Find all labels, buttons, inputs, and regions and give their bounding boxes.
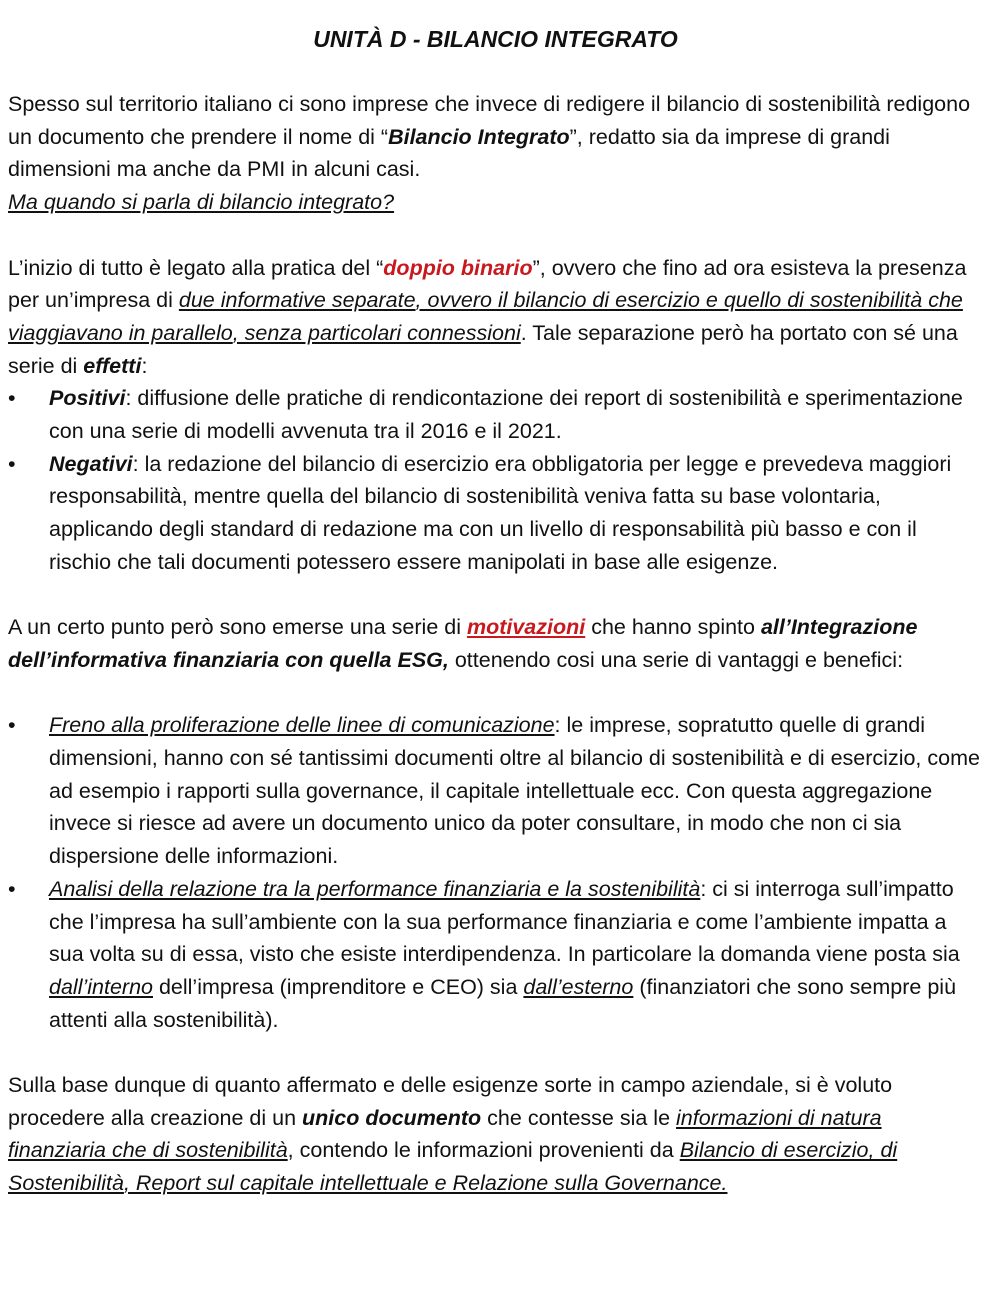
bilancio-integrato-term: Bilancio Integrato bbox=[388, 124, 570, 149]
effects-list bbox=[8, 382, 983, 578]
list-item: • Analisi della relazione tra la performance finanziaria e la sostenibilità: ci si interroga sull’impatto che l’impresa ha sull’ambiente con la sua performance finanziaria e come l’ambiente impatta a sua volta su di essa, visto che esiste interdipendenza. In particolare la domanda viene posta sia dall’interno dell’impresa (imprenditore e CEO) sia dall’esterno (finanziatori che sono sempre più attenti alla sostenibilità). bbox=[8, 873, 983, 1037]
list-item: • Positivi: diffusione delle pratiche di rendicontazione dei report di sostenibilità e sperimentazione con una serie di modelli avvenuta tra il 2016 e il 2021. bbox=[8, 382, 983, 447]
doppio-binario-term: doppio binario bbox=[383, 255, 533, 280]
bullet-icon: • bbox=[8, 713, 16, 738]
list-item: • Freno alla proliferazione delle linee di comunicazione: le imprese, sopratutto quelle di grandi dimensioni, hanno con sé tantissimi documenti oltre al bilancio di sostenibilità e di esercizio, come ad esempio i rapporti sulla governance, il capitale intellettuale ecc. Con questa aggregazione invece si riesce ad avere un documento unico da poter consultare, in modo che non ci sia dispersione delle informazioni. bbox=[8, 709, 983, 873]
bullet-icon: • bbox=[8, 386, 16, 411]
document-title: UNITÀ D - BILANCIO INTEGRATO bbox=[313, 26, 678, 52]
intro-paragraph: Spesso sul territorio italiano ci sono imprese che invece di redigere il bilancio di sostenibilità redigono un documento che prendere il nome di “Bilancio Integrato”, redatto sia da imprese di grandi dimensioni ma anche da PMI in alcuni casi. Ma quando si parla di bilancio integrato? bbox=[8, 92, 971, 215]
document-page bbox=[8, 0, 983, 1200]
intro-question: Ma quando si parla di bilancio integrato? bbox=[8, 190, 395, 215]
bullet-icon: • bbox=[8, 876, 16, 901]
bullet-icon: • bbox=[8, 451, 16, 476]
effetti-term: effetti bbox=[83, 353, 142, 378]
unico-documento-term: unico documento bbox=[302, 1105, 482, 1130]
motivazioni-paragraph: A un certo punto però sono emerse una serie di motivazioni che hanno spinto all’Integrazione dell’informativa finanziaria con quella ESG, ottenendo cosi una serie di vantaggi e benefici: bbox=[8, 615, 918, 672]
motivazioni-term: motivazioni bbox=[466, 615, 586, 640]
doppio-binario-paragraph: L’inizio di tutto è legato alla pratica del “doppio binario”, ovvero che fino ad ora esisteva la presenza per un’impresa di due informative separate, ovvero il bilancio di esercizio e quello di sostenibilità che viaggiavano in parallelo, senza particolari connessioni. Tale separazione però ha portato con sé una serie di effetti: bbox=[8, 255, 967, 378]
benefits-list bbox=[8, 709, 983, 1036]
list-item: • Negativi: la redazione del bilancio di esercizio era obbligatoria per legge e prevedeva maggiori responsabilità, mentre quella del bilancio di sostenibilità veniva fatta su base volontaria, applicando degli standard di redazione ma con un livello di responsabilità più basso e con il rischio che tali documenti potessero essere manipolati in base alle esigenze. bbox=[8, 448, 983, 579]
conclusion-paragraph: Sulla base dunque di quanto affermato e delle esigenze sorte in campo aziendale, si è voluto procedere alla creazione di un unico documento che contesse sia le informazioni di natura finanziaria che di sostenibilità, contendo le informazioni provenienti da Bilancio di esercizio, di Sostenibilità, Report sul capitale intellettuale e Relazione sulla Governance. bbox=[8, 1073, 898, 1196]
